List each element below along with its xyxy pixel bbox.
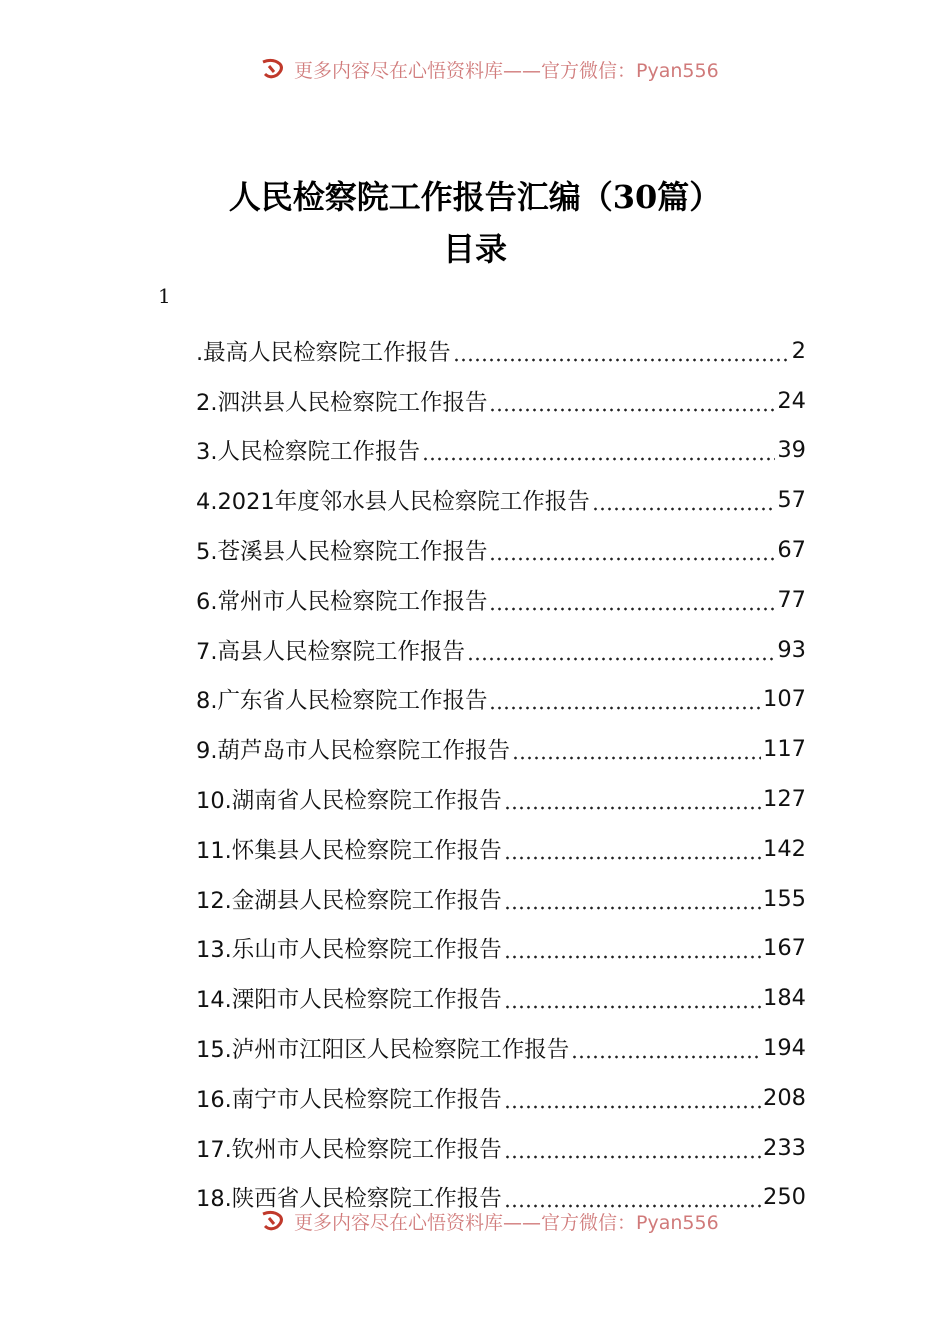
watermark-text: 更多内容尽在心悟资料库——官方微信：Pyan556 (294, 59, 719, 82)
toc-entry-page: 208 (763, 1084, 806, 1111)
toc-entry-title: 13.乐山市人民检察院工作报告 (196, 937, 502, 964)
toc-entry-title: 5.苍溪县人民检察院工作报告 (196, 539, 488, 566)
toc-dot-leader (571, 1039, 761, 1059)
toc-dot-leader (504, 790, 761, 810)
toc-entry-page: 107 (763, 686, 806, 713)
toc-entry-page: 184 (763, 985, 806, 1012)
toc-entry-title: .最高人民检察院工作报告 (196, 339, 451, 366)
toc-entry[interactable] (196, 525, 806, 575)
toc-entry[interactable] (196, 675, 806, 725)
toc-entry-page: 57 (777, 487, 806, 514)
toc-dot-leader (467, 641, 775, 661)
document-title: 人民检察院工作报告汇编（30篇） (228, 178, 722, 216)
toc-dot-leader (504, 890, 761, 910)
toc-dot-leader (504, 989, 761, 1009)
toc-dot-leader (504, 840, 761, 860)
toc-entry-page: 24 (777, 387, 806, 414)
header-watermark (260, 56, 740, 82)
toc-entry-page: 93 (777, 636, 806, 663)
toc-entry-page: 142 (763, 835, 806, 862)
toc-dot-leader (489, 591, 775, 611)
toc-entry[interactable] (196, 575, 806, 625)
watermark-logo-icon (260, 58, 286, 80)
toc-entry-page: 194 (763, 1035, 806, 1062)
toc-entry-page: 155 (763, 885, 806, 912)
toc-entry-title: 18.陕西省人民检察院工作报告 (196, 1186, 502, 1213)
toc-entry-title: 9.葫芦岛市人民检察院工作报告 (196, 738, 510, 765)
toc-entry[interactable] (196, 924, 806, 974)
toc-entry[interactable] (196, 1023, 806, 1073)
toc-entry[interactable] (196, 774, 806, 824)
toc-entry-title: 4.2021年度邻水县人民检察院工作报告 (196, 489, 590, 516)
toc-entry-title: 11.怀集县人民检察院工作报告 (196, 837, 502, 864)
toc-entry[interactable] (196, 724, 806, 774)
watermark-logo-icon (260, 1210, 286, 1232)
toc-entry[interactable] (196, 426, 806, 476)
footer-watermark (260, 1208, 740, 1234)
toc-entry-title: 8.广东省人民检察院工作报告 (196, 688, 488, 715)
toc-entry-title: 16.南宁市人民检察院工作报告 (196, 1086, 502, 1113)
toc-entry-title: 3.人民检察院工作报告 (196, 439, 420, 466)
toc-dot-leader (422, 441, 775, 461)
toc-entry[interactable] (196, 326, 806, 376)
toc-entry-title: 17.钦州市人民检察院工作报告 (196, 1136, 502, 1163)
toc-entry[interactable] (196, 1073, 806, 1123)
toc-entry[interactable] (196, 1123, 806, 1173)
toc-entry-page: 39 (777, 437, 806, 464)
toc-entry-title: 7.高县人民检察院工作报告 (196, 638, 465, 665)
toc-entry[interactable] (196, 973, 806, 1023)
toc-entry-page: 127 (763, 786, 806, 813)
toc-dot-leader (504, 939, 761, 959)
toc-entry[interactable] (196, 824, 806, 874)
toc-dot-leader (453, 342, 790, 362)
toc-entry-page: 2 (791, 337, 806, 364)
watermark-text: 更多内容尽在心悟资料库——官方微信：Pyan556 (294, 1211, 719, 1234)
toc-entry-title: 15.泸州市江阳区人民检察院工作报告 (196, 1037, 570, 1064)
toc-dot-leader (489, 690, 761, 710)
toc-entry-page: 117 (763, 736, 806, 763)
toc-dot-leader (504, 1139, 761, 1159)
toc-entry-page: 250 (763, 1184, 806, 1211)
toc-entry-title: 10.湖南省人民检察院工作报告 (196, 788, 502, 815)
toc-dot-leader (489, 541, 775, 561)
toc-entry-page: 167 (763, 935, 806, 962)
toc-dot-leader (489, 392, 775, 412)
toc-dot-leader (512, 740, 761, 760)
toc-dot-leader (592, 491, 776, 511)
section-number: 1 (158, 284, 171, 308)
toc-entry[interactable] (196, 475, 806, 525)
document-subtitle: 目录 (442, 230, 507, 268)
toc-entry-page: 77 (777, 586, 806, 613)
toc-entry-title: 6.常州市人民检察院工作报告 (196, 588, 488, 615)
toc-entry-page: 67 (777, 537, 806, 564)
toc-entry[interactable] (196, 376, 806, 426)
toc-entry-page: 233 (763, 1134, 806, 1161)
toc-entry[interactable] (196, 625, 806, 675)
toc-dot-leader (504, 1089, 761, 1109)
table-of-contents (196, 326, 806, 1222)
toc-entry-title: 12.金湖县人民检察院工作报告 (196, 887, 502, 914)
toc-entry-title: 2.泗洪县人民检察院工作报告 (196, 389, 488, 416)
toc-entry[interactable] (196, 874, 806, 924)
toc-entry-title: 14.溧阳市人民检察院工作报告 (196, 987, 502, 1014)
toc-dot-leader (504, 1188, 761, 1208)
